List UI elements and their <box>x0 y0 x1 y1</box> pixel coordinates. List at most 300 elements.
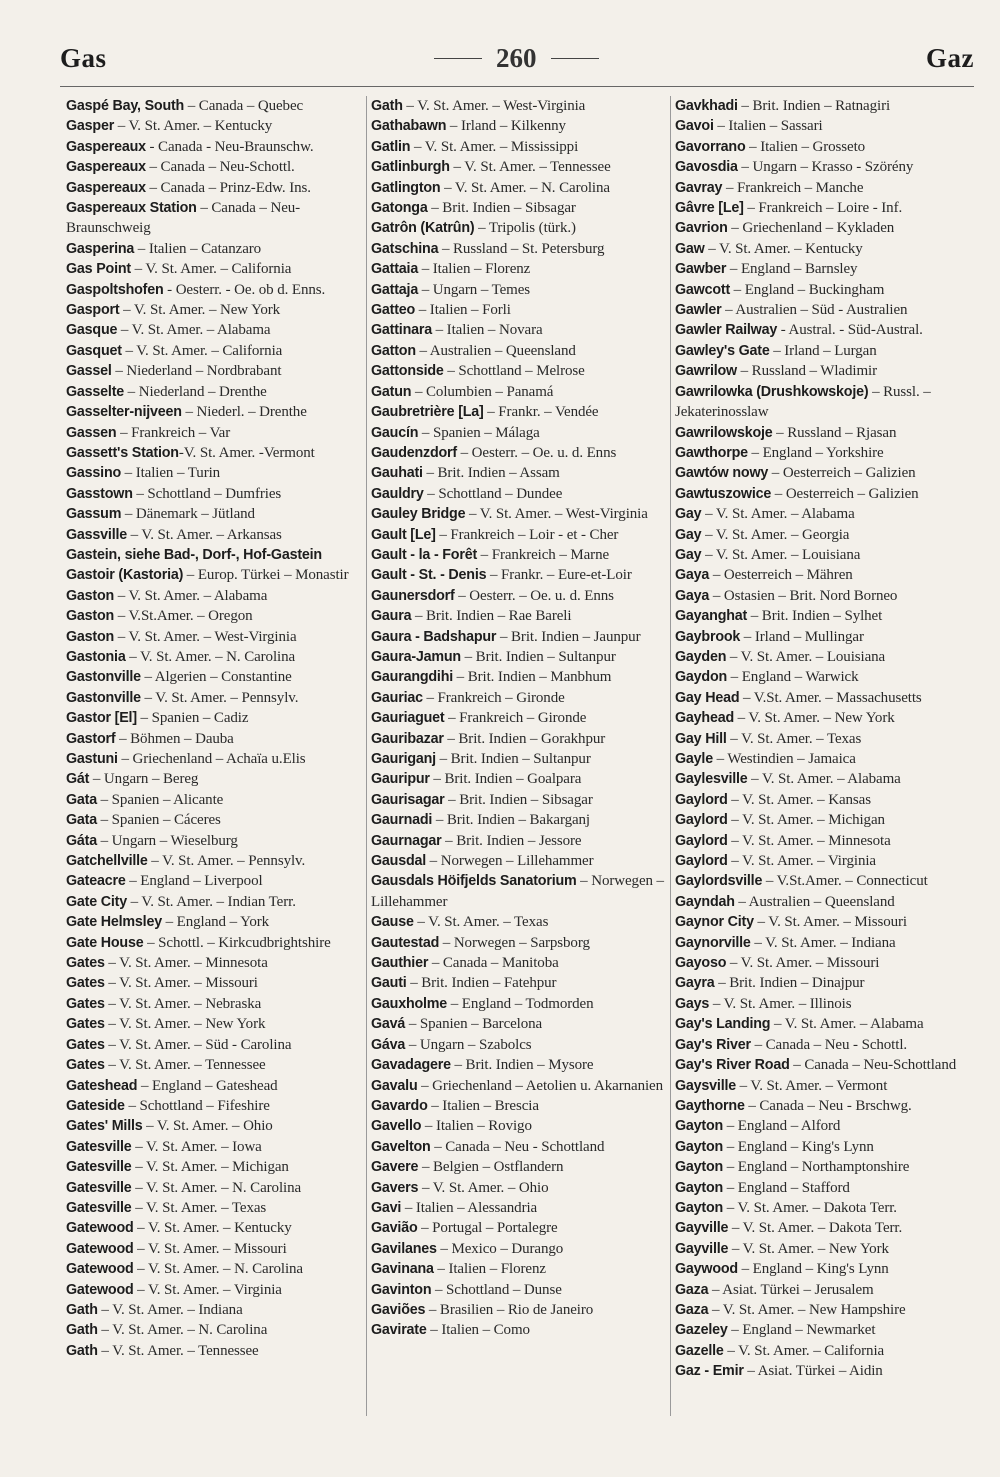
entry-headword: Gaw <box>675 240 705 257</box>
gazetteer-entry <box>675 320 970 340</box>
entry-location: – V. St. Amer. – Texas <box>413 914 549 931</box>
gazetteer-entry <box>371 1218 666 1238</box>
entry-headword: Gaylord <box>675 853 728 870</box>
entry-location: – Canada – Neu-Schottl. <box>145 159 295 176</box>
entry-headword: Gawrilow <box>675 363 737 380</box>
entry-location: – V. St. Amer. – Kentucky <box>114 118 273 135</box>
entry-location: – England – Yorkshire <box>747 444 884 461</box>
entry-headword: Gauhati <box>371 465 423 482</box>
entry-headword: Gaylord <box>675 812 728 829</box>
entry-headword: Gate House <box>66 934 144 951</box>
gazetteer-entry <box>675 973 970 993</box>
entry-location: – Frankreich – Var <box>116 424 231 441</box>
entry-location: – Australien – Queensland <box>415 342 576 359</box>
entry-headword: Gawrilowskoje <box>675 424 773 441</box>
gazetteer-entry <box>66 504 362 524</box>
gazetteer-entry <box>675 831 970 851</box>
entry-location: – Italien – Catanzaro <box>134 240 262 257</box>
entry-headword: Gay <box>675 546 702 563</box>
entry-location: – England – Stafford <box>723 1179 850 1196</box>
entry-headword: Gasperina <box>66 240 135 257</box>
entry-headword: Gawcott <box>675 281 730 298</box>
gazetteer-entry <box>675 484 970 504</box>
gazetteer-entry <box>66 1341 362 1361</box>
entry-headword: Gaylordsville <box>675 873 763 890</box>
gazetteer-entry <box>675 137 970 157</box>
entry-location: – V. St. Amer. – Virginia <box>727 853 876 870</box>
entry-location: – Brit. Indien – Ratnagiri <box>737 98 891 114</box>
gazetteer-entry <box>371 912 666 932</box>
entry-headword: Gayton <box>675 1138 724 1155</box>
entry-headword: Gaza <box>675 1301 709 1318</box>
gazetteer-entry <box>66 423 362 443</box>
entry-headword: Gates' Mills <box>66 1118 143 1135</box>
entry-headword: Gastor [El] <box>66 710 137 727</box>
gazetteer-entry <box>371 1137 666 1157</box>
entry-headword: Gatesville <box>66 1179 132 1196</box>
entry-location: – Frankreich – Loir - et - Cher <box>435 526 619 543</box>
entry-headword: Gateside <box>66 1097 125 1114</box>
entry-location: – Frankreich – Gironde <box>444 710 587 727</box>
entry-location: – Schottland – Melrose <box>443 363 585 380</box>
gazetteer-entry <box>675 525 970 545</box>
entry-headword: Gastonia <box>66 648 126 665</box>
gazetteer-entry <box>675 545 970 565</box>
entry-headword: Gates <box>66 955 105 972</box>
entry-headword: Gath <box>371 98 403 114</box>
entry-headword: Gasque <box>66 322 118 339</box>
entry-location: – V. St. Amer. – Dakota Terr. <box>723 1199 897 1216</box>
entry-location: – V.St. Amer. – Massachusetts <box>739 689 922 706</box>
entry-headword: Gaucín <box>371 424 419 441</box>
entry-headword: Gawler Railway <box>675 322 778 339</box>
entry-headword: Gatesville <box>66 1138 132 1155</box>
gazetteer-entry <box>66 1259 362 1279</box>
entry-location: – Niederl. – Drenthe <box>181 404 307 421</box>
header-last-word: Gaz <box>925 42 974 73</box>
gazetteer-entry <box>371 769 666 789</box>
gazetteer-entry <box>371 259 666 279</box>
entry-headword: Gaspé Bay, South <box>66 98 185 114</box>
entry-location: – V. St. Amer. – Kansas <box>727 791 871 808</box>
entry-headword: Gavosdia <box>675 159 738 176</box>
gazetteer-entry <box>66 1157 362 1177</box>
gazetteer-entry <box>675 892 970 912</box>
gazetteer-entry <box>675 851 970 871</box>
gazetteer-entry <box>66 973 362 993</box>
entry-headword: Gastonville <box>66 669 141 686</box>
entry-headword: Gatesville <box>66 1199 132 1216</box>
entry-headword: Gausdal <box>371 853 427 870</box>
gazetteer-entry <box>371 341 666 361</box>
entry-location: – V. St. Amer. – N. Carolina <box>133 1261 303 1278</box>
gazetteer-entry <box>675 382 970 423</box>
gazetteer-entry <box>371 831 666 851</box>
gazetteer-entry <box>66 300 362 320</box>
entry-headword: Gatun <box>371 383 412 400</box>
gazetteer-entry <box>371 1320 666 1340</box>
gazetteer-entry <box>371 96 666 116</box>
gazetteer-entry <box>66 953 362 973</box>
gazetteer-entry <box>675 647 970 667</box>
gazetteer-entry <box>675 769 970 789</box>
gazetteer-entry <box>675 953 970 973</box>
gazetteer-entry <box>371 198 666 218</box>
entry-headword: Gaston <box>66 628 115 645</box>
gazetteer-entry <box>66 647 362 667</box>
gazetteer-entry <box>66 178 362 198</box>
entry-headword: Gay Head <box>675 689 740 706</box>
entry-location: – England – Newmarket <box>727 1322 876 1339</box>
entry-location: – Brit. Indien – Sultanpur <box>460 648 616 665</box>
entry-location: – Dänemark – Jütland <box>121 506 255 523</box>
entry-location: – V. St. Amer. – Missouri <box>104 975 258 992</box>
entry-headword: Gauxholme <box>371 995 448 1012</box>
entry-headword: Gata <box>66 791 97 808</box>
entry-location: – Brit. Indien – Sylhet <box>747 608 883 625</box>
entry-location: – V. St. Amer. – Nebraska <box>104 995 262 1012</box>
entry-headword: Gawtuszowice <box>675 485 772 502</box>
entry-location: – Portugal – Portalegre <box>417 1220 558 1237</box>
entry-location: – Brit. Indien – Assam <box>422 465 560 482</box>
entry-location: – Italien – Florenz <box>418 261 531 278</box>
gazetteer-entry <box>675 1157 970 1177</box>
entry-headword: Gaurangdihi <box>371 669 453 686</box>
gazetteer-entry <box>371 627 666 647</box>
entry-location: – V. St. Amer. – Kentucky <box>133 1220 292 1237</box>
gazetteer-entry <box>66 1035 362 1055</box>
gazetteer-entry <box>675 708 970 728</box>
entry-location: – Oesterr. – Oe. u. d. Enns <box>456 444 617 461</box>
entry-location: – V. St. Amer. – Süd - Carolina <box>104 1036 292 1053</box>
gazetteer-entry <box>371 953 666 973</box>
entry-headword: Gayra <box>675 975 715 992</box>
entry-headword: Gauti <box>371 975 407 992</box>
column-2 <box>366 96 670 1416</box>
gazetteer-entry <box>371 178 666 198</box>
gazetteer-entry <box>66 463 362 483</box>
column-3 <box>670 96 974 1416</box>
gazetteer-entry <box>675 994 970 1014</box>
gazetteer-entry <box>66 790 362 810</box>
entry-location: – V. St. Amer. – N. Carolina <box>440 179 610 196</box>
entry-headword: Gawler <box>675 302 722 319</box>
entry-location: – V. St. Amer. – Louisiana <box>726 648 886 665</box>
gazetteer-entry <box>371 484 666 504</box>
entry-headword: Gattinara <box>371 322 432 339</box>
gazetteer-entry <box>371 1198 666 1218</box>
entry-location: – V. St. Amer. – Missouri <box>133 1240 287 1257</box>
entry-location: - Oesterr. - Oe. ob d. Enns. <box>163 281 326 298</box>
entry-location: – V. St. Amer. – Mississippi <box>410 138 579 155</box>
entry-location: – Spanien – Alicante <box>96 791 224 808</box>
entry-headword: Gawthorpe <box>675 444 748 461</box>
entry-headword: Gavinton <box>371 1281 432 1298</box>
gazetteer-entry <box>675 300 970 320</box>
entry-headword: Gastein, siehe Bad-, Dorf-, Hof-Gastein <box>66 546 322 563</box>
gazetteer-entry <box>371 300 666 320</box>
entry-location: – Brasilien – Rio de Janeiro <box>425 1301 594 1318</box>
entry-location: – V. St. Amer. – Missouri <box>753 914 907 931</box>
entry-headword: Gasselte <box>66 383 125 400</box>
entry-location: – England – Northamptonshire <box>723 1159 910 1176</box>
entry-location: – Italien – Florenz <box>433 1261 546 1278</box>
gazetteer-entry <box>675 178 970 198</box>
entry-location: – Spanien – Cadiz <box>136 710 249 727</box>
entry-location: – England – Liverpool <box>125 873 263 890</box>
gazetteer-entry <box>675 586 970 606</box>
entry-location: – Asiat. Türkei – Aidin <box>743 1363 883 1380</box>
entry-location: – Brit. Indien – Manbhum <box>453 669 612 686</box>
entry-headword: Gavers <box>371 1179 419 1196</box>
entry-location: – England – Gateshead <box>137 1077 278 1094</box>
entry-location: – V. St. Amer. – Minnesota <box>104 955 268 972</box>
gazetteer-entry <box>66 1178 362 1198</box>
entry-location: – Frankreich – Loire - Inf. <box>743 200 903 217</box>
entry-location: – V. St. Amer. – Missouri <box>726 955 880 972</box>
gazetteer-entry <box>371 1178 666 1198</box>
gazetteer-entry <box>371 1055 666 1075</box>
entry-location: – Spanien – Cáceres <box>96 812 221 829</box>
gazetteer-entry <box>66 157 362 177</box>
entry-location: – England – Alford <box>723 1118 841 1135</box>
entry-location: – Norwegen – Lillehammer <box>371 873 664 910</box>
entry-headword: Gatlinburgh <box>371 159 450 176</box>
entry-location: – Norwegen – Sarpsborg <box>439 934 590 951</box>
gazetteer-entry <box>371 667 666 687</box>
entry-location: – Schottland – Fifeshire <box>124 1097 270 1114</box>
entry-location: – Schottland – Dundee <box>423 485 563 502</box>
entry-headword: Gayton <box>675 1159 724 1176</box>
gazetteer-entry <box>675 157 970 177</box>
gazetteer-entry <box>675 1320 970 1340</box>
entry-location: – V. St. Amer. – New York <box>728 1240 889 1257</box>
entry-location: – Brit. Indien – Jessore <box>441 832 582 849</box>
entry-headword: Gath <box>66 1342 98 1359</box>
entry-location: – V. St. Amer. – Iowa <box>131 1138 262 1155</box>
entry-headword: Gays <box>675 995 710 1012</box>
entry-headword: Gastuni <box>66 751 118 767</box>
gazetteer-entry <box>675 463 970 483</box>
entry-location: – Russland – Wladimir <box>736 363 877 380</box>
entry-location: – Oesterr. – Oe. u. d. Enns <box>454 587 614 604</box>
gazetteer-entry <box>66 402 362 422</box>
entry-location: – Frankr. – Eure-et-Loir <box>486 567 632 584</box>
entry-location: – V. St. Amer. – Ohio <box>418 1179 549 1196</box>
entry-headword: Gath <box>66 1301 98 1318</box>
gazetteer-entry <box>371 1280 666 1300</box>
entry-location: – Canada – Manitoba <box>428 955 559 972</box>
gazetteer-entry <box>66 1116 362 1136</box>
gazetteer-entry <box>675 933 970 953</box>
gazetteer-entry <box>66 341 362 361</box>
gazetteer-entry <box>675 606 970 626</box>
gazetteer-entry <box>66 810 362 830</box>
entry-location: – V. St. Amer. – Alabama <box>114 587 268 604</box>
entry-headword: Gastonville <box>66 689 141 706</box>
entry-headword: Gay's River Road <box>675 1057 790 1074</box>
entry-headword: Gault - la - Forêt <box>371 546 478 563</box>
gazetteer-entry <box>66 361 362 381</box>
entry-location: – V. St. Amer. – Alabama <box>747 771 901 788</box>
entry-headword: Gay <box>675 526 702 543</box>
gazetteer-entry <box>66 871 362 891</box>
gazetteer-entry <box>675 688 970 708</box>
gazetteer-entry <box>675 239 970 259</box>
gazetteer-entry <box>66 892 362 912</box>
entry-location: – Niederland – Nordbrabant <box>111 363 282 380</box>
gazetteer-entry <box>675 361 970 381</box>
gazetteer-entry <box>371 708 666 728</box>
entry-location: – Italien – Como <box>426 1322 530 1339</box>
entry-headword: Gavrion <box>675 220 728 237</box>
gazetteer-entry <box>66 1239 362 1259</box>
entry-location: – Spanien – Málaga <box>418 424 540 441</box>
entry-location: – Europ. Türkei – Monastir <box>183 567 349 584</box>
entry-headword: Gaylord <box>675 791 728 808</box>
gazetteer-entry <box>675 1341 970 1361</box>
entry-headword: Gasselter-nijveen <box>66 404 182 421</box>
entry-location: – V. St. Amer. – New York <box>119 302 281 319</box>
entry-location: – Brit. Indien – Sultanpur <box>435 751 591 767</box>
entry-location: – V.St.Amer. – Oregon <box>114 608 253 625</box>
gazetteer-entry <box>675 259 970 279</box>
header-dash-left <box>434 58 482 59</box>
gazetteer-entry <box>371 116 666 136</box>
entry-location: – Columbien – Panamá <box>411 383 554 400</box>
entry-headword: Gault [Le] <box>371 526 436 543</box>
gazetteer-entry <box>675 627 970 647</box>
entry-location: – Ungarn – Bereg <box>89 771 199 788</box>
gazetteer-entry <box>371 443 666 463</box>
entry-location: – Asiat. Türkei – Jerusalem <box>708 1281 874 1298</box>
entry-headword: Gaya <box>675 587 710 604</box>
entry-headword: Gavorrano <box>675 138 746 155</box>
entry-location: – V. St. Amer. – Alabama <box>701 506 855 523</box>
gazetteer-entry <box>371 586 666 606</box>
gazetteer-entry <box>371 790 666 810</box>
entry-headword: Gavadagere <box>371 1057 451 1074</box>
entry-headword: Gatchellville <box>66 853 148 870</box>
gazetteer-entry <box>371 137 666 157</box>
entry-headword: Gazelle <box>675 1342 724 1359</box>
gazetteer-entry <box>66 1096 362 1116</box>
gazetteer-entry <box>371 1076 666 1096</box>
entry-location: – V. St. Amer. – N. Carolina <box>97 1322 268 1339</box>
entry-headword: Gateshead <box>66 1077 138 1094</box>
entry-headword: Gawley's Gate <box>675 342 770 359</box>
entry-location: – Schottl. – Kirkcudbrightshire <box>143 934 331 951</box>
entry-headword: Gatton <box>371 342 416 359</box>
entry-headword: Gayton <box>675 1199 724 1216</box>
gazetteer-entry <box>371 525 666 545</box>
gazetteer-entry <box>371 504 666 524</box>
entry-location: – Irland – Kilkenny <box>446 118 566 135</box>
entry-location: – Ungarn – Wieselburg <box>96 832 238 849</box>
gazetteer-entry <box>66 688 362 708</box>
entry-headword: Gaysville <box>675 1077 736 1094</box>
entry-headword: Gause <box>371 914 414 931</box>
entry-location: – Brit. Indien – Gorakhpur <box>443 730 606 747</box>
entry-headword: Gaz - Emir <box>675 1363 744 1380</box>
gazetteer-entry <box>371 994 666 1014</box>
page-header <box>60 38 974 78</box>
entry-location: – Italien – Grosseto <box>745 138 866 155</box>
entry-location: – Italien – Sassari <box>713 118 823 135</box>
entry-location: – Schottland – Dumfries <box>132 485 282 502</box>
entry-headword: Gattonside <box>371 363 444 380</box>
entry-location: – Canada – Neu - Schottland <box>430 1138 605 1155</box>
gazetteer-entry <box>371 565 666 585</box>
entry-location: – V. St. Amer. – Tennessee <box>97 1342 259 1359</box>
entry-headword: Gay's Landing <box>675 1016 771 1033</box>
entry-location: – V. St. Amer. – Ohio <box>142 1118 273 1135</box>
entry-headword: Gath <box>66 1322 98 1339</box>
header-dash-right <box>551 58 599 59</box>
entry-location: – Frankreich – Gironde <box>422 689 565 706</box>
gazetteer-entry <box>66 1076 362 1096</box>
entry-location: – Belgien – Ostflandern <box>418 1159 564 1176</box>
entry-headword: Gayhead <box>675 710 734 727</box>
gazetteer-entry <box>675 1280 970 1300</box>
gazetteer-entry <box>66 484 362 504</box>
gazetteer-entry <box>66 912 362 932</box>
gazetteer-entry <box>371 729 666 749</box>
gazetteer-entry <box>675 218 970 238</box>
entry-location: – Griechenland – Achaïa u.Elis <box>117 751 306 767</box>
gazetteer-entry <box>675 667 970 687</box>
entry-location: – Algerien – Constantine <box>140 669 292 686</box>
entry-headword: Gatrôn (Katrûn) <box>371 220 475 237</box>
entry-headword: Gayville <box>675 1240 729 1257</box>
entry-headword: Gáva <box>371 1036 406 1053</box>
entry-location: – V. St. Amer. – Louisiana <box>701 546 861 563</box>
gazetteer-entry <box>66 1280 362 1300</box>
entry-location: – V. St. Amer. – N. Carolina <box>131 1179 302 1196</box>
entry-headword: Gassville <box>66 526 127 543</box>
entry-location: – V. St. Amer. – Michigan <box>727 812 885 829</box>
entry-location: – Italien – Alessandria <box>401 1199 538 1216</box>
entry-headword: Gayndah <box>675 893 735 910</box>
entry-location: – V. St. Amer. – West-Virginia <box>114 628 297 645</box>
entry-headword: Gavá <box>371 1016 406 1033</box>
entry-location: – Brit. Indien – Mysore <box>450 1057 594 1074</box>
gazetteer-entry <box>66 708 362 728</box>
entry-headword: Gata <box>66 812 97 829</box>
gazetteer-entry <box>66 1055 362 1075</box>
gazetteer-entry <box>675 1137 970 1157</box>
entry-location: – Griechenland – Kykladen <box>727 220 895 237</box>
gazetteer-entry <box>371 463 666 483</box>
page-number: 260 <box>496 42 537 73</box>
gazetteer-entry <box>66 116 362 136</box>
entry-headword: Gate Helmsley <box>66 914 162 931</box>
gazetteer-entry <box>675 810 970 830</box>
entry-location: – Brit. Indien – Sibsagar <box>444 791 593 808</box>
entry-location: – Canada – Neu - Brschwg. <box>744 1097 912 1114</box>
entry-headword: Gassen <box>66 424 117 441</box>
gazetteer-entry <box>371 545 666 565</box>
entry-headword: Gatewood <box>66 1220 134 1237</box>
entry-headword: Gaston <box>66 608 115 625</box>
gazetteer-entry <box>371 647 666 667</box>
gazetteer-entry <box>66 1198 362 1218</box>
entry-location: – Brit. Indien – Rae Bareli <box>411 608 572 625</box>
entry-headword: Gaylesville <box>675 771 748 788</box>
entry-location: - Austral. - Süd-Austral. <box>777 322 923 339</box>
entry-location: – Italien – Rovigo <box>421 1118 532 1135</box>
gazetteer-entry <box>66 525 362 545</box>
